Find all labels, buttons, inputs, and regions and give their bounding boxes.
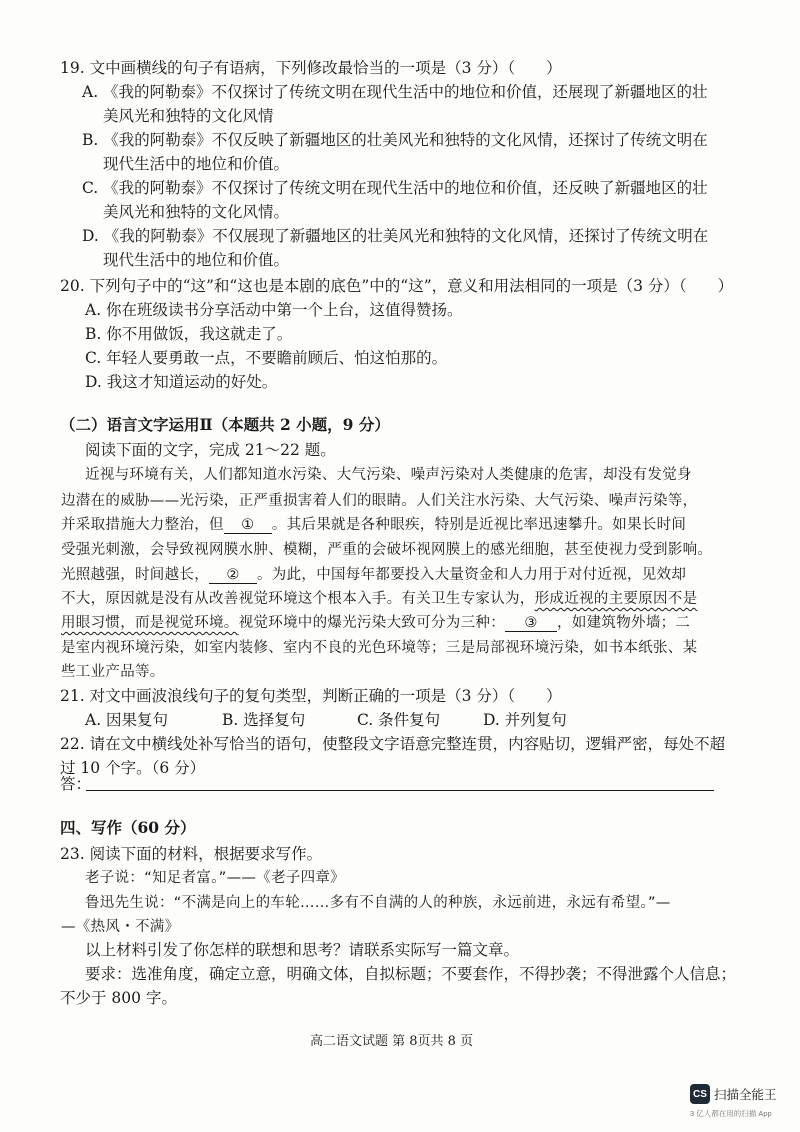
passage-line-3: 并采取措施大力整治，但 ① 。其后果就是各种眼疾，特别是近视比率迅速攀升。如果长时间 [61, 517, 687, 533]
writing-prompt: 以上材料引发了你怎样的联想和思考？请联系实际写一篇文章。 [85, 941, 520, 959]
q21-option-d: D. 并列复句 [483, 711, 567, 729]
writing-requirements: 要求：选准角度，确定立意，明确文体，自拟标题；不要套作，不得抄袭；不得泄露个人信息； [85, 965, 737, 983]
passage-line-9: 些工业产品等。 [61, 664, 165, 680]
passage-line-7: 用眼习惯，而是视觉环境。视觉环境中的爆光污染大致可分为三种： ③ ，如建筑物外墙；二 [61, 615, 691, 631]
q19-option-c: C. 《我的阿勒泰》不仅探讨了传统文明在现代生活中的地位和价值，还反映了新疆地区的壮 [82, 179, 708, 197]
question-22-stem: 22. 请在文中横线处补写恰当的语句，使整段文字语意完整连贯，内容贴切，逻辑严密，每处不超 [60, 735, 726, 753]
question-20-stem: 20. 下列句子中的“这”和“这也是本剧的底色”中的“这”，意义和用法相同的一项是（3 分）（ ） [60, 277, 734, 295]
q21-option-c: C. 条件复句 [357, 711, 441, 729]
material-luxun-source: —《热风・不满》 [61, 919, 180, 935]
wavy-underlined-sentence: 形成近视的主要原因不是 [534, 591, 698, 607]
q19-option-c-cont: 美风光和独特的文化风情。 [103, 203, 290, 221]
q20-option-d: D. 我这才知道运动的好处。 [85, 373, 278, 391]
blank-2: ② [209, 567, 257, 584]
question-23-stem: 23. 阅读下面的材料，根据要求写作。 [60, 845, 323, 863]
q19-option-b: B. 《我的阿勒泰》不仅反映了新疆地区的壮美风光和独特的文化风情，还探讨了传统文明在 [82, 131, 708, 149]
q20-option-c: C. 年轻人要勇敢一点，不要瞻前顾后、怕这怕那的。 [85, 349, 448, 367]
passage-line-4: 受强光刺激，会导致视网膜水肿、模糊，严重的会破坏视网膜上的感光细胞，甚至使视力受到影响。 [61, 542, 713, 558]
camscanner-logo-icon: CS [690, 1084, 710, 1104]
material-luxun: 鲁迅先生说：“不满是向上的车轮……多有不自满的人的种族，永远前进，永远有希望。”— [85, 895, 671, 911]
blank-1: ① [224, 517, 272, 534]
q20-option-b: B. 你不用做饭，我这就走了。 [85, 325, 293, 343]
section-2-heading: （二）语言文字运用Ⅱ（本题共 2 小题，9 分） [60, 415, 390, 434]
question-22-stem-cont: 过 10 个字。（6 分） [60, 759, 206, 777]
q19-option-d: D. 《我的阿勒泰》不仅展现了新疆地区的壮美风光和独特的文化风情，还探讨了传统文明在 [82, 227, 709, 245]
passage-line-5: 光照越强，时间越长， ② 。为此，中国每年都要投入大量资金和人力用于对付近视，见效却 [61, 567, 687, 583]
writing-requirements-cont: 不少于 800 字。 [60, 989, 177, 1007]
question-21-stem: 21. 对文中画波浪线句子的复句类型，判断正确的一项是（3 分）（ ） [60, 687, 562, 705]
watermark-tagline: 3 亿人都在用的扫描 App [690, 1109, 772, 1118]
passage-line-8: 是室内视环境污染，如室内装修、室内不良的光色环境等；三是局部视环境污染，如书本纸张、某 [61, 640, 698, 656]
watermark-brand: 扫描全能王 [714, 1088, 777, 1102]
passage-line-2: 边潜在的威胁——光污染，正严重损害着人们的眼睛。人们关注水污染、大气污染、噪声污染等， [61, 493, 698, 509]
answer-label: 答： [60, 775, 92, 793]
passage-line-1: 近视与环境有关，人们都知道水污染、大气污染、噪声污染对人类健康的危害，却没有发觉身 [85, 467, 692, 483]
question-19-stem: 19. 文中画横线的句子有语病，下列修改最恰当的一项是（3 分）（ ） [60, 59, 562, 77]
passage-line-6: 不大，原因就是没有从改善视觉环境这个根本入手。有关卫生专家认为，形成近视的主要原因不是 [61, 591, 698, 607]
q19-option-a: A. 《我的阿勒泰》不仅探讨了传统文明在现代生活中的地位和价值，还展现了新疆地区的壮 [82, 83, 708, 101]
q19-option-b-cont: 现代生活中的地位和价值。 [103, 155, 290, 173]
q21-option-b: B. 选择复句 [222, 711, 306, 729]
material-laozi: 老子说：“知足者富。”——《老子四章》 [85, 870, 345, 886]
answer-line[interactable] [86, 790, 714, 791]
reading-intro: 阅读下面的文字，完成 21～22 题。 [85, 441, 336, 459]
page-footer: 高二语文试题 第 8页共 8 页 [310, 1034, 474, 1049]
blank-3: ③ [505, 615, 557, 632]
writing-heading: 四、写作（60 分） [60, 818, 196, 837]
q21-option-a: A. 因果复句 [85, 711, 169, 729]
q20-option-a: A. 你在班级读书分享活动中第一个上台，这值得赞扬。 [85, 301, 463, 319]
wavy-underlined-sentence-cont: 用眼习惯，而是视觉环境。 [61, 615, 239, 631]
q19-option-d-cont: 现代生活中的地位和价值。 [103, 251, 290, 269]
q19-option-a-cont: 美风光和独特的文化风情 [103, 107, 274, 125]
